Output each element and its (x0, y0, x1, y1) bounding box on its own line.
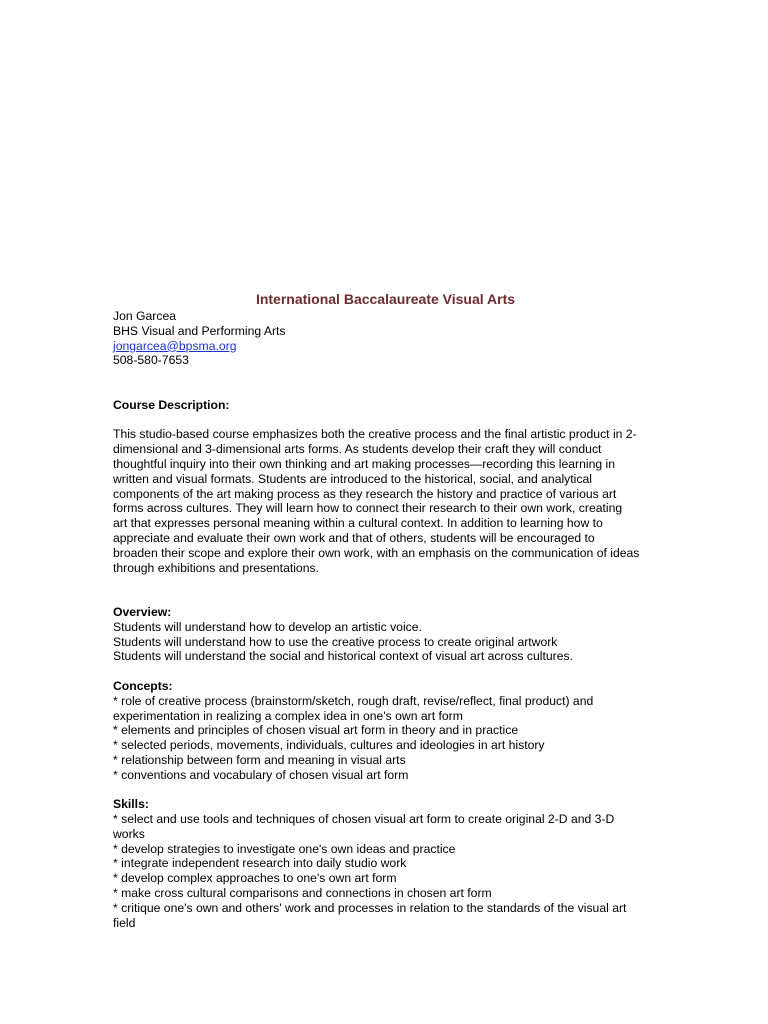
phone-number: 508-580-7653 (113, 353, 189, 368)
concepts-section (113, 679, 658, 783)
document-content (113, 290, 658, 930)
course-description-line: dimensional and 3-dimensional arts forms. As students develop their craft they will conduct (113, 442, 602, 457)
concepts-line: * relationship between form and meaning in visual arts (113, 752, 406, 767)
skills-line: * develop strategies to investigate one's own ideas and practice (113, 841, 456, 856)
skills-line: * critique one's own and others' work and processes in relation to the standards of the visual art (113, 900, 627, 915)
concepts-line: * selected periods, movements, individuals, cultures and ideologies in art history (113, 738, 545, 753)
concepts-line: * conventions and vocabulary of chosen visual art form (113, 767, 409, 782)
skills-line: * integrate independent research into daily studio work (113, 856, 407, 871)
skills-line: * make cross cultural comparisons and connections in chosen art form (113, 886, 492, 901)
course-description-body (113, 427, 658, 575)
concepts-heading: Concepts: (113, 678, 173, 693)
course-description-line: through exhibitions and presentations. (113, 560, 319, 575)
skills-heading: Skills: (113, 797, 149, 812)
overview-section (113, 605, 658, 664)
skills-line: field (113, 915, 136, 930)
course-description-section (113, 398, 658, 576)
overview-heading: Overview: (113, 604, 172, 619)
overview-line: Students will understand the social and historical context of visual art across cultures. (113, 649, 573, 664)
email-link[interactable]: jongarcea@bpsma.org (113, 338, 237, 353)
concepts-list (113, 694, 658, 783)
course-description-line: components of the art making process as they research the history and practice of various art (113, 486, 617, 501)
course-description-line: forms across cultures. They will learn how to connect their research to their own work, creating (113, 501, 623, 516)
course-description-line: This studio-based course emphasizes both the creative process and the final artistic product in 2- (113, 427, 637, 442)
concepts-line: experimentation in realizing a complex idea in one's own art form (113, 708, 463, 723)
overview-line: Students will understand how to use the creative process to create original artwork (113, 634, 558, 649)
concepts-line: * role of creative process (brainstorm/sketch, rough draft, revise/reflect, final product) and (113, 693, 594, 708)
course-description-line: art that expresses personal meaning within a cultural context. In addition to learning how to (113, 516, 603, 531)
skills-section (113, 797, 658, 930)
email-line (113, 339, 658, 354)
course-description-line: appreciate and evaluate their own work and that of others, students will be encouraged to (113, 530, 595, 545)
skills-line: * select and use tools and techniques of chosen visual art form to create original 2-D and 3-D (113, 812, 615, 827)
skills-line: * develop complex approaches to one's own art form (113, 871, 397, 886)
contact-block (113, 309, 658, 368)
skills-list (113, 812, 658, 930)
overview-line: Students will understand how to develop an artistic voice. (113, 619, 422, 634)
course-description-line: thoughtful inquiry into their own thinking and art making processes—recording this learning in (113, 456, 615, 471)
concepts-line: * elements and principles of chosen visual art form in theory and in practice (113, 723, 519, 738)
course-description-heading: Course Description: (113, 397, 230, 412)
skills-line: works (113, 826, 145, 841)
course-description-line: broaden their scope and explore their own work, with an emphasis on the communication of ideas (113, 545, 640, 560)
document-title: International Baccalaureate Visual Arts (255, 291, 516, 307)
author-name: Jon Garcea (113, 309, 177, 323)
department-name: BHS Visual and Performing Arts (113, 323, 286, 338)
course-description-line: written and visual formats. Students are introduced to the historical, social, and analytical (113, 471, 592, 486)
